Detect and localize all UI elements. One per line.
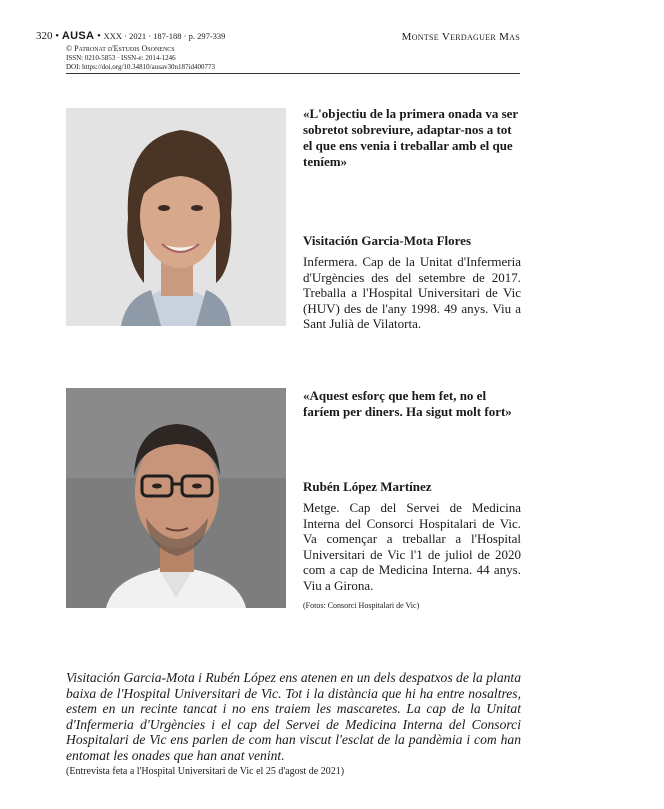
photo-credit: (Fotos: Consorci Hospitalari de Vic) <box>303 601 420 610</box>
pull-quote: «Aquest esforç que hem fet, no el faríem per diners. Ha sigut molt fort» <box>303 388 512 419</box>
header-rule <box>66 73 520 74</box>
doi-link[interactable]: DOI: https://doi.org/10.34810/ausav30n187id400773 <box>66 63 216 71</box>
intro-paragraph: Visitación Garcia-Mota i Rubén López ens atenen en un dels despatxos de la planta baixa de l'Hospital Universitari de Vic. Tot i la distància que hi ha entre nosaltres, estem en un recinte tancat i no ens traiem les mascaretes. La cap de la Unitat d'Infermeria d'Urgències i el cap del Servei de Medicina Interna del Consorci Hospitalari de Vic ens parlen de com han viscut l'esclat de la pandèmia i com han entomat les onades que han anat venint. <box>66 670 521 763</box>
person-name: Visitación Garcia-Mota Flores <box>303 233 472 248</box>
person-bio: Metge. Cap del Servei de Medicina Interna del Consorci Hospitalari de Vic. Va començar a treballar a l'Hospital Universitari de Vic l'1 de juliol de 2020 com a cap de Medicina Interna. 44 anys. Viu a Girona. <box>303 500 521 593</box>
volume-citation: XXX · 2021 · 187-188 · p. 297-339 <box>103 31 226 41</box>
publisher: © Patronat d'Estudis Osonencs <box>66 44 175 53</box>
author-name: Montse Verdaguer Mas <box>401 31 520 43</box>
interview-note: (Entrevista feta a l'Hospital Universitari de Vic el 25 d'agost de 2021) <box>66 766 345 777</box>
issn: ISSN: 0210-5853 · ISSN-e: 2014-1246 <box>66 54 176 62</box>
pull-quote: «L'objectiu de la primera onada va ser sobretot sobreviure, adaptar-nos a tot el que ens venia i treballar amb el que teníem» <box>303 106 518 169</box>
citation-line: 320 • AUSA • XXX · 2021 · 187-188 · p. 297-339 <box>36 30 226 42</box>
journal-name: AUSA <box>61 30 95 42</box>
portrait-photo-man <box>66 388 286 608</box>
person-bio: Infermera. Cap de la Unitat d'Infermeria d'Urgències des del setembre de 2017. Treballa a l'Hospital Universitari de Vic (HUV) des de l'any 1998. 49 anys. Viu a Sant Julià de Vilatorta. <box>303 254 521 331</box>
person-name: Rubén López Martínez <box>303 479 432 494</box>
running-header <box>36 30 520 78</box>
portrait-photo-woman <box>66 108 286 326</box>
page-number: 320 <box>36 30 53 42</box>
